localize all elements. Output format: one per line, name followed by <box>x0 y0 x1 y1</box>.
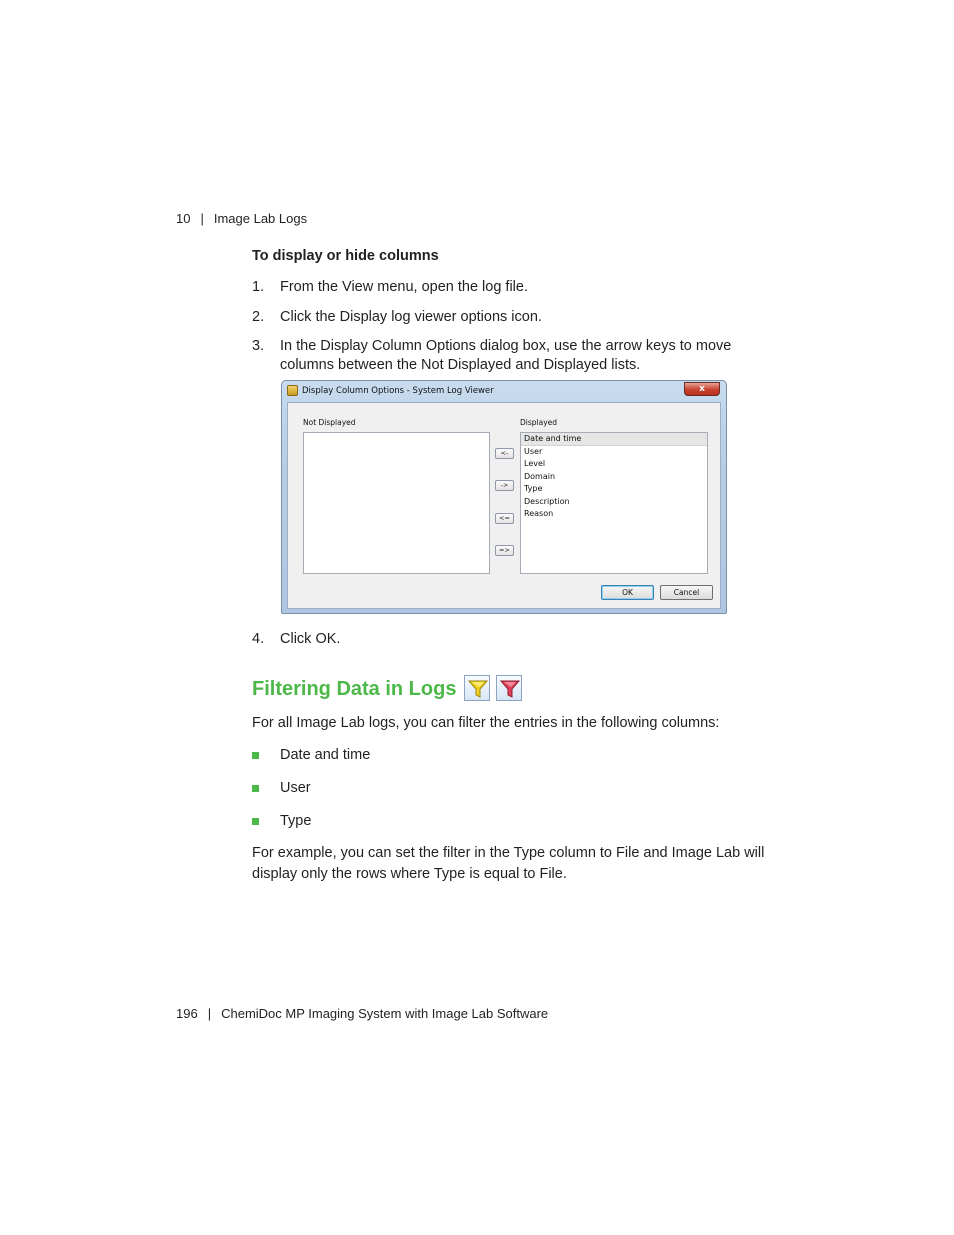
list-item[interactable]: Reason <box>524 509 554 518</box>
step-1 <box>252 278 782 297</box>
bullet-text: Type <box>280 813 312 829</box>
step-number: 2. <box>252 309 265 325</box>
bullet-square-icon <box>252 818 259 825</box>
step-number: 3. <box>252 338 265 354</box>
ok-button[interactable]: OK <box>601 585 654 600</box>
dialog-title: Display Column Options - System Log Viewer <box>302 386 494 396</box>
bullet-item <box>252 813 311 829</box>
footer-title: ChemiDoc MP Imaging System with Image Lab Software <box>221 1006 549 1021</box>
cancel-button[interactable]: Cancel <box>660 585 713 600</box>
list-item[interactable]: Domain <box>524 471 556 481</box>
header-separator: | <box>200 211 204 226</box>
list-item[interactable]: Description <box>524 496 570 506</box>
move-left-button[interactable]: <- <box>495 448 514 459</box>
procedure-title: To display or hide columns <box>252 248 439 264</box>
list-item[interactable]: Date and time <box>521 433 707 446</box>
step-text: Click the Display log viewer options icon. <box>280 309 542 325</box>
bullet-text: Date and time <box>280 747 371 763</box>
step-4 <box>252 630 782 649</box>
step-text: Click OK. <box>280 631 341 647</box>
filter-funnel-icon <box>464 675 490 701</box>
step-number: 1. <box>252 279 265 295</box>
section-example: For example, you can set the filter in the Type column to File and Image Lab will display only the rows where Type is equal to File. <box>252 845 765 882</box>
section-title: Filtering Data in Logs <box>252 678 457 700</box>
running-header <box>176 211 307 226</box>
step-3 <box>252 337 782 375</box>
not-displayed-list[interactable] <box>303 432 490 574</box>
bullet-square-icon <box>252 785 259 792</box>
header-chapter: Image Lab Logs <box>213 211 308 226</box>
move-all-left-button[interactable]: <= <box>495 513 514 524</box>
section-intro: For all Image Lab logs, you can filter the entries in the following columns: <box>252 715 720 731</box>
not-displayed-label: Not Displayed <box>303 418 356 427</box>
list-item[interactable]: Type <box>524 484 543 493</box>
displayed-list[interactable] <box>520 432 708 574</box>
list-item[interactable]: User <box>524 446 543 456</box>
footer-page-number: 196 <box>176 1006 198 1021</box>
running-footer <box>176 1006 548 1021</box>
displayed-label: Displayed <box>520 418 558 427</box>
bullet-text: User <box>280 780 311 796</box>
display-column-options-dialog <box>281 380 727 614</box>
app-icon <box>287 385 298 396</box>
footer-separator: | <box>207 1006 212 1021</box>
move-all-right-button[interactable]: => <box>495 545 514 556</box>
bullet-item <box>252 780 311 796</box>
step-number: 4. <box>252 631 265 647</box>
clear-filter-funnel-icon <box>496 675 522 701</box>
header-page-number: 10 <box>176 211 191 226</box>
dialog-client-area <box>287 402 721 609</box>
bullet-item <box>252 747 370 763</box>
step-text: In the Display Column Options dialog box, use the arrow keys to move columns between the Not Displayed and Displayed lists. <box>280 338 732 373</box>
step-2 <box>252 308 782 327</box>
move-right-button[interactable]: -> <box>495 480 514 491</box>
close-button[interactable]: x <box>684 382 720 396</box>
step-text: From the View menu, open the log file. <box>280 279 528 295</box>
list-item[interactable]: Level <box>524 459 546 468</box>
bullet-square-icon <box>252 752 259 759</box>
